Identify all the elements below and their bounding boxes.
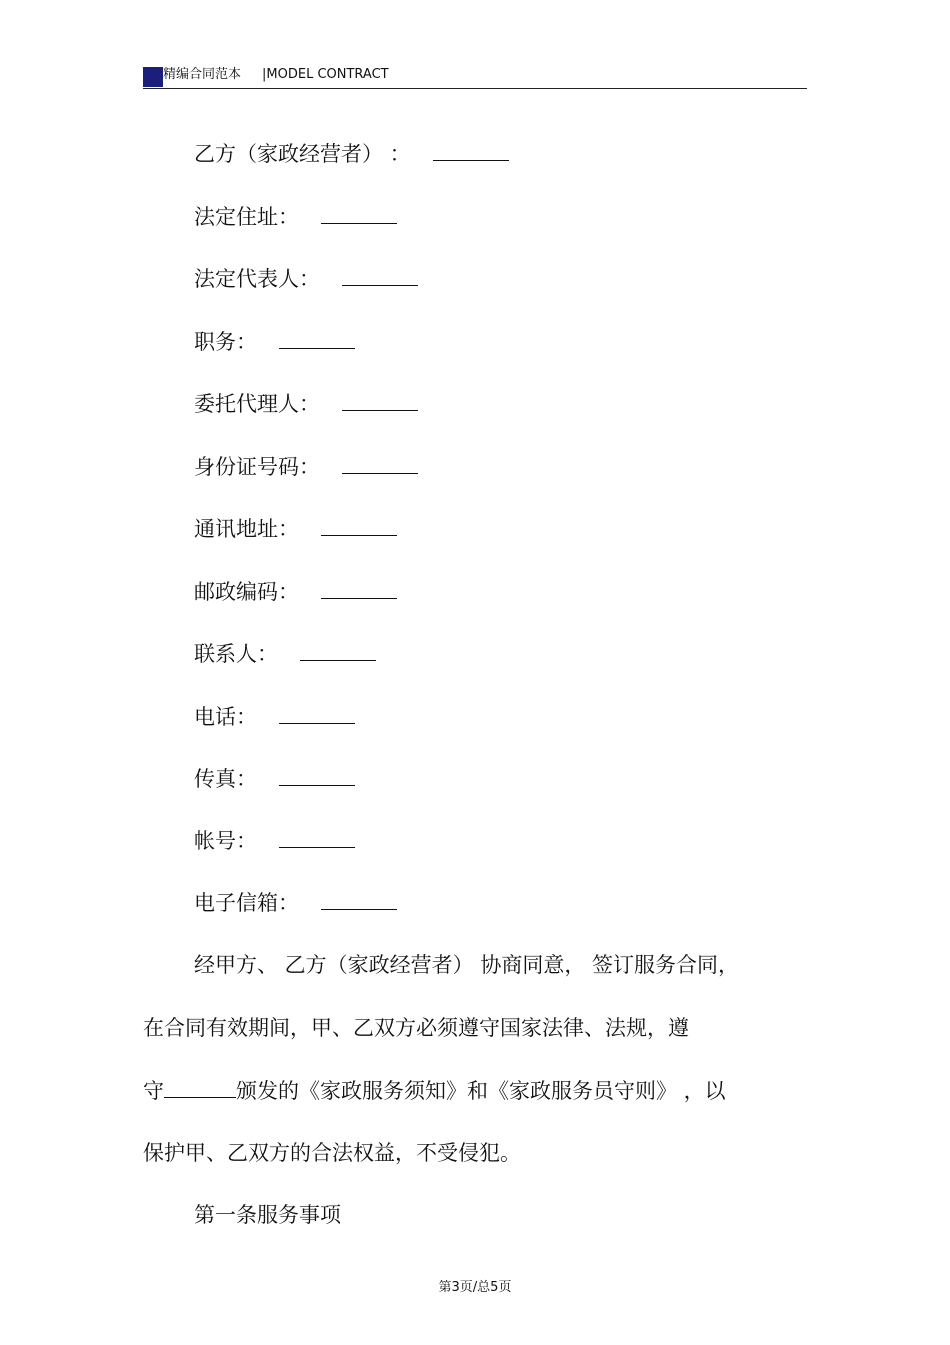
header-subtitle: MODEL CONTRACT xyxy=(266,67,389,82)
paragraph-line-3-end: 颁发的《家政服务须知》和《家政服务员守则》 ，以 xyxy=(236,1079,726,1103)
field-account xyxy=(194,827,355,854)
header-separator: | xyxy=(262,67,267,82)
field-label: 法定代表人： xyxy=(194,267,320,291)
field-label: 电话： xyxy=(194,705,257,729)
field-label: 委托代理人： xyxy=(194,392,320,416)
section-heading: 第一条服务事项 xyxy=(194,1203,341,1227)
field-legal-representative xyxy=(194,265,418,292)
fill-blank xyxy=(342,265,418,286)
paragraph-line-3 xyxy=(143,1077,726,1104)
fill-blank xyxy=(321,578,397,599)
fill-blank xyxy=(433,140,509,161)
field-label: 联系人： xyxy=(194,642,278,666)
field-party-b xyxy=(194,140,509,167)
fill-blank xyxy=(342,453,418,474)
paragraph-line-3-start: 守 xyxy=(143,1079,164,1103)
page-footer: 第3页/总5页 xyxy=(438,1280,512,1295)
field-label: 身份证号码： xyxy=(194,455,320,479)
field-label: 帐号： xyxy=(194,829,257,853)
fill-blank xyxy=(164,1077,236,1098)
field-label: 乙方（家政经营者） ： xyxy=(194,142,411,166)
fill-blank xyxy=(321,889,397,910)
field-email xyxy=(194,889,397,916)
header-brand: 精编合同范本 xyxy=(163,67,242,82)
field-label: 邮政编码： xyxy=(194,580,299,604)
field-label: 电子信箱： xyxy=(194,891,299,915)
fill-blank xyxy=(279,827,355,848)
field-position xyxy=(194,328,355,355)
field-label: 职务： xyxy=(194,330,257,354)
field-agent xyxy=(194,390,418,417)
page-header xyxy=(143,64,807,89)
paragraph-line-4: 保护甲、乙双方的合法权益，不受侵犯。 xyxy=(143,1141,521,1165)
field-label: 传真： xyxy=(194,767,257,791)
header-subtitle-group xyxy=(262,67,389,83)
field-mailing-address xyxy=(194,515,397,542)
fill-blank xyxy=(300,640,376,661)
paragraph-line-2: 在合同有效期间，甲、乙双方必须遵守国家法律、法规，遵 xyxy=(143,1016,689,1040)
field-label: 法定住址： xyxy=(194,205,299,229)
field-legal-address xyxy=(194,203,397,230)
field-id-number xyxy=(194,453,418,480)
field-phone xyxy=(194,703,355,730)
fill-blank xyxy=(279,703,355,724)
field-label: 通讯地址： xyxy=(194,517,299,541)
paragraph-line-1: 经甲方、 乙方（家政经营者） 协商同意， 签订服务合同， xyxy=(194,953,740,977)
field-fax xyxy=(194,765,355,792)
fill-blank xyxy=(279,765,355,786)
fill-blank xyxy=(321,203,397,224)
field-contact-person xyxy=(194,640,376,667)
field-postal-code xyxy=(194,578,397,605)
fill-blank xyxy=(342,390,418,411)
logo-square-icon xyxy=(143,67,163,87)
fill-blank xyxy=(321,515,397,536)
fill-blank xyxy=(279,328,355,349)
